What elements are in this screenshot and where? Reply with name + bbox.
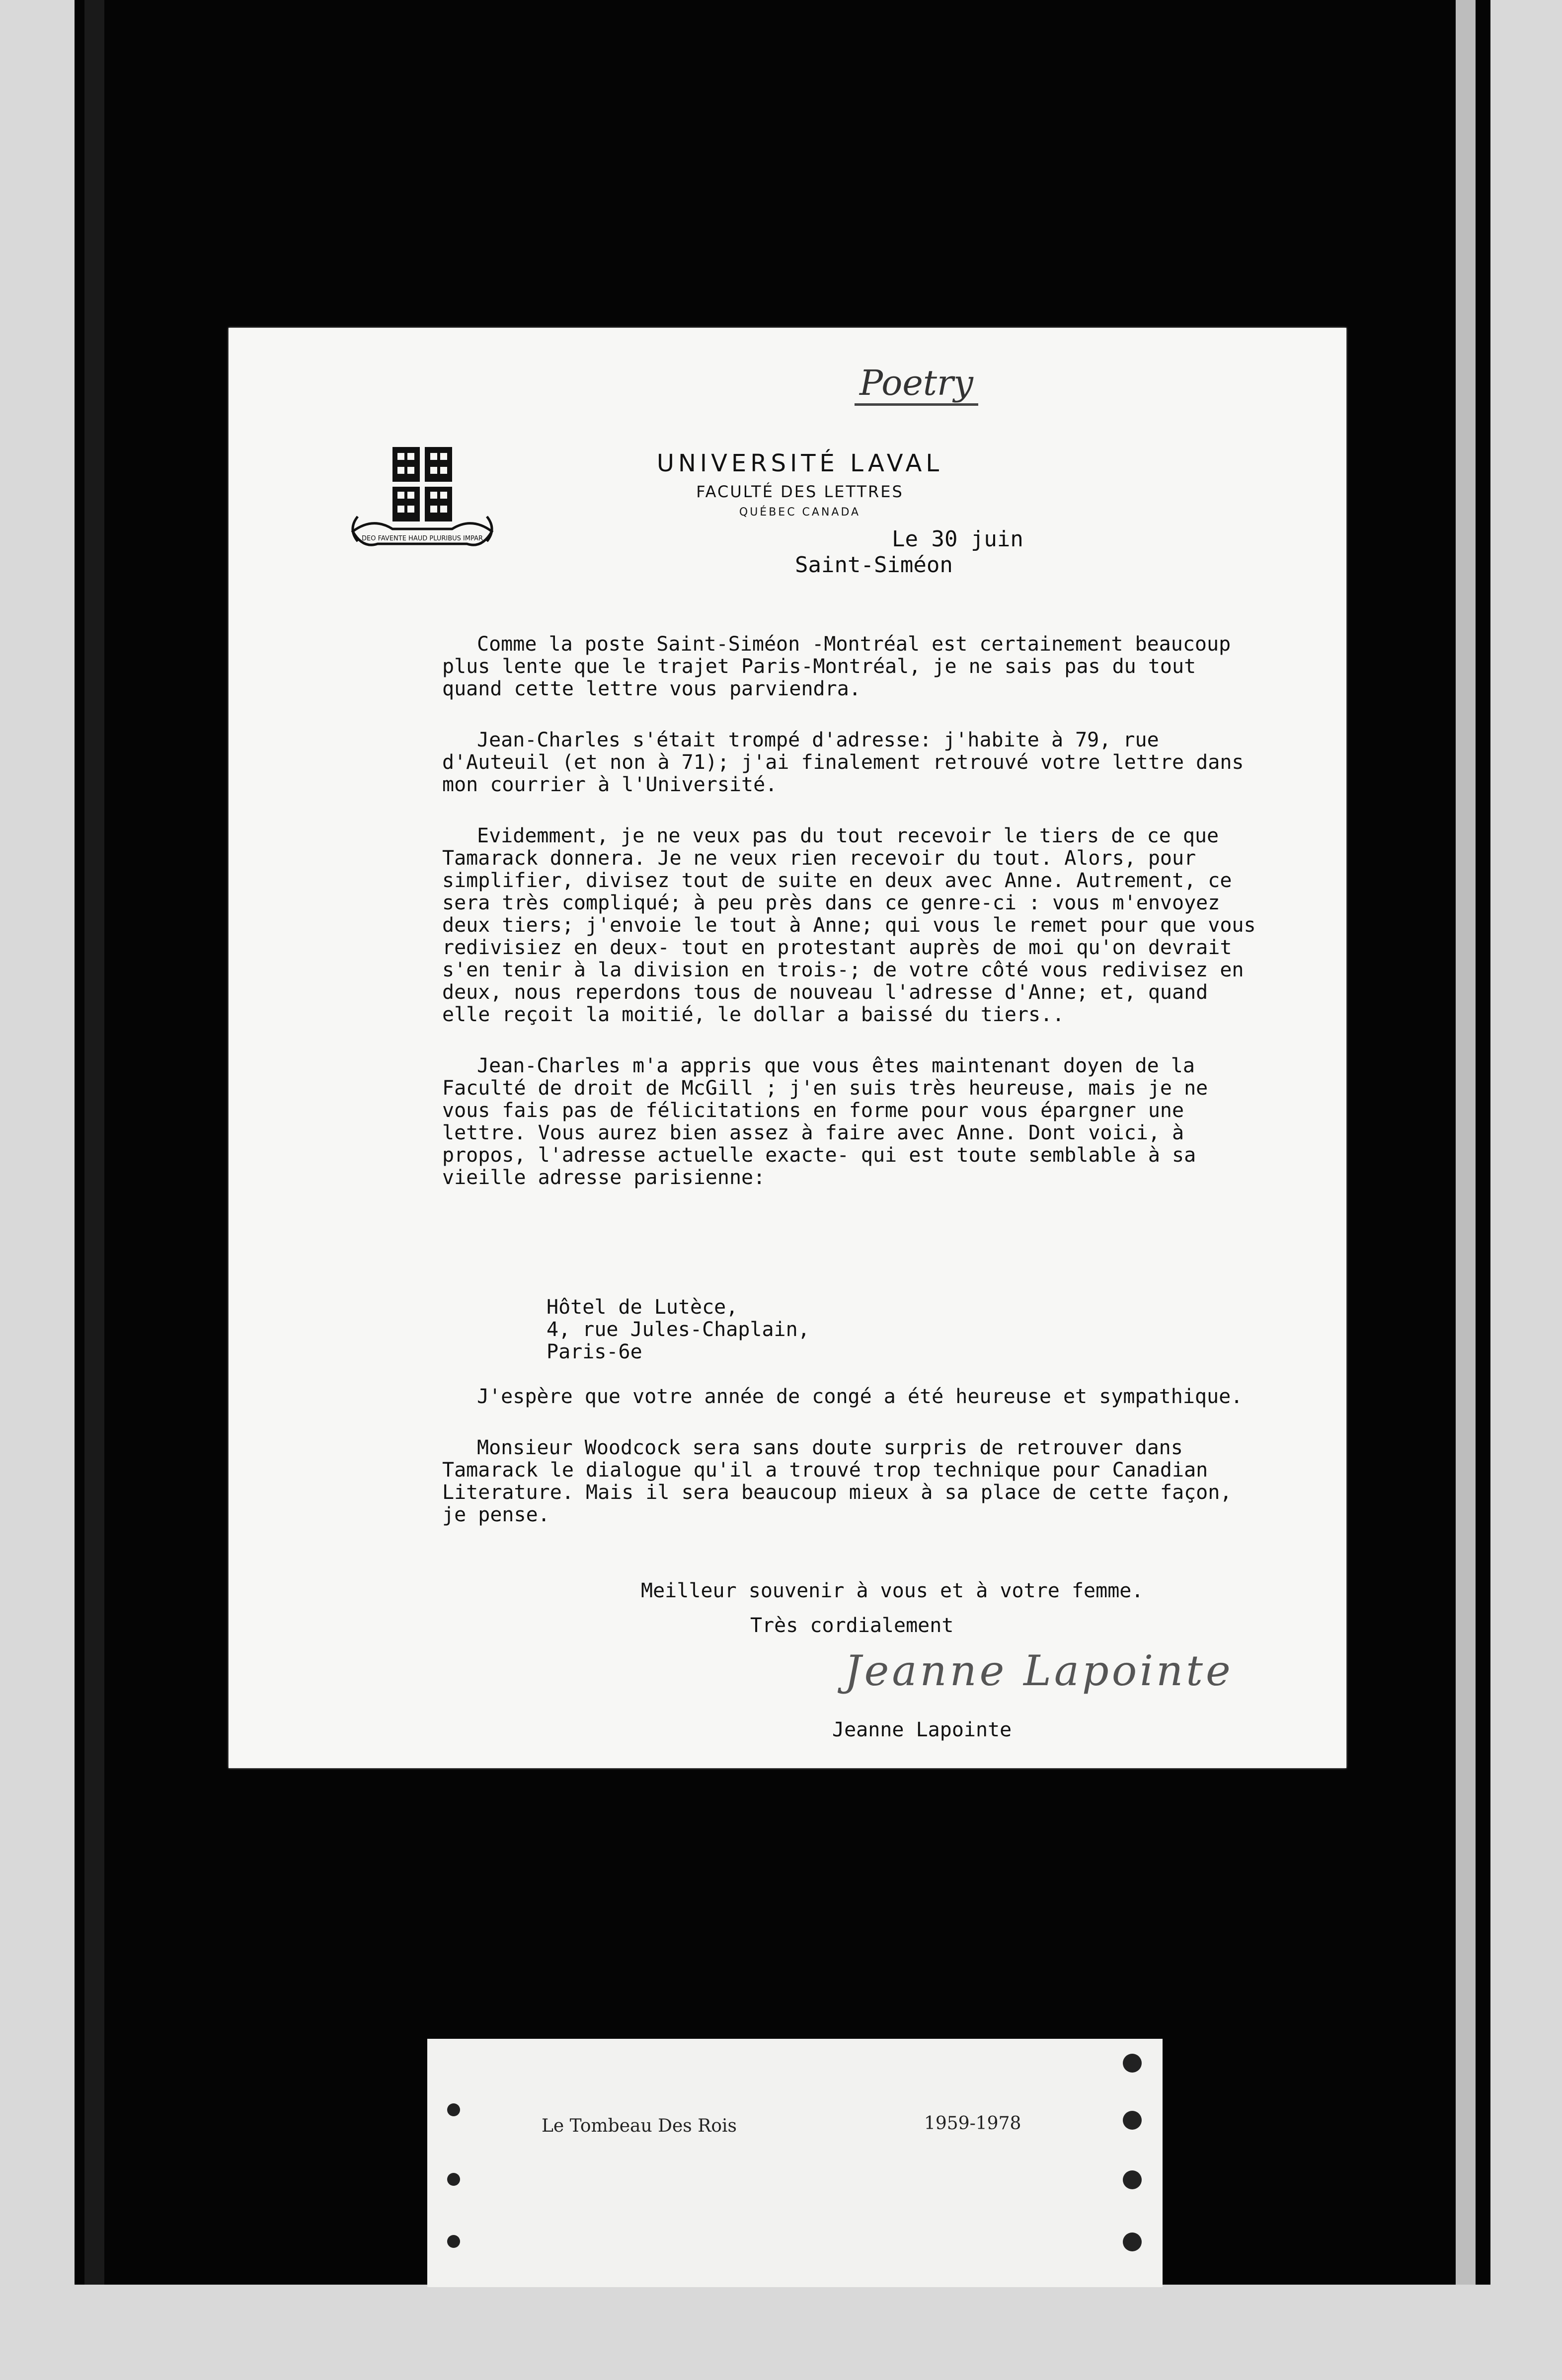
paragraph: Evidemment, je ne veux pas du tout recevoir le tiers de ce que Tamarack donnera. Je ne veux rien recevoir du tout. Alors, pour simplifier, divisez tout de suite en deux avec Anne. Autrement, ce sera très compliqué; à peu près dans ce genre-ci : vous m'envoyez deux tiers; j'envoie le tout à Anne; qui vous le remet pour que vous redivisiez en deux- tout en protestant auprès de moi qu'on devrait s'en tenir à la division en trois-; de votre côté vous redivisez en deux, nous reperdons tous de nouveau l'adresse d'Anne; et, quand elle reçoit la moitié, le dollar a baissé du tiers.. (442, 824, 1256, 1026)
paragraph: J'espère que votre année de congé a été heureuse et sympathique. (477, 1385, 1243, 1408)
perforation-hole (1123, 2232, 1142, 2251)
address-line: Paris-6e (547, 1340, 642, 1363)
perforation-hole (1123, 2111, 1142, 2130)
letter-body-continued (442, 1386, 1257, 1555)
film-label (427, 2039, 1163, 2287)
letter-place: Saint-Siméon (795, 552, 953, 578)
paragraph: Jean-Charles s'était trompé d'adresse: j'habite à 79, rue d'Auteuil (et non à 71); j'ai finalement retrouvé votre lettre dans mon courrier à l'Université. (442, 729, 1244, 796)
address-line: 4, rue Jules-Chaplain, (547, 1318, 810, 1341)
perforation-hole (1123, 2170, 1142, 2189)
letter-page (229, 328, 1346, 1768)
handwritten-note: Poetry (855, 363, 978, 406)
perforation-hole (447, 2235, 460, 2248)
handwritten-signature: Jeanne Lapointe (845, 1646, 1234, 1695)
university-crest-icon (343, 442, 502, 571)
paragraph: Monsieur Woodcock sera sans doute surpris de retrouver dans Tamarack le dialogue qu'il a trouvé trop technique pour Canadian Literature. Mais il sera beaucoup mieux à sa place de cette façon, je pense. (442, 1436, 1232, 1526)
closing-line: Meilleur souvenir à vous et à votre femme. (641, 1579, 1144, 1602)
paragraph: Comme la poste Saint-Siméon -Montréal est certainement beaucoup plus lente que le trajet Paris-Montréal, je ne sais pas du tout quand cette lettre vous parviendra. (442, 633, 1231, 700)
university-name: UNIVERSITÉ LAVAL (656, 449, 943, 477)
film-edge-right (1456, 0, 1476, 2285)
perforation-hole (447, 2103, 460, 2116)
typed-signature: Jeanne Lapointe (832, 1718, 1012, 1741)
letterhead (651, 449, 949, 519)
perforation-hole (447, 2173, 460, 2186)
label-years: 1959-1978 (924, 2113, 1021, 2134)
film-edge-left (84, 0, 104, 2285)
address-line: Hôtel de Lutèce, (547, 1296, 738, 1319)
perforation-hole (1123, 2054, 1142, 2073)
paragraph: Jean-Charles m'a appris que vous êtes maintenant doyen de la Faculté de droit de McGill ; j'en suis très heureuse, mais je ne vous fais pas de félicitations en forme pour vous épargner une lettre. Vous aurez bien assez à faire avec Anne. Dont voici, à propos, l'adresse actuelle exacte- qui est toute semblable à sa vieille adresse parisienne: (442, 1054, 1208, 1189)
letterhead-city: QUÉBEC CANADA (739, 506, 861, 519)
closing-salutation: Très cordialement (750, 1614, 954, 1637)
label-title: Le Tombeau Des Rois (542, 2116, 737, 2136)
date-block (795, 526, 1023, 578)
letter-date: Le 30 juin (892, 526, 1023, 552)
letter-body (442, 633, 1257, 1189)
address-block (547, 1296, 810, 1363)
svg-text:DEO FAVENTE HAUD PLURIBUS IMPA: DEO FAVENTE HAUD PLURIBUS IMPAR (362, 535, 483, 542)
faculty-name: FACULTÉ DES LETTRES (696, 482, 904, 501)
